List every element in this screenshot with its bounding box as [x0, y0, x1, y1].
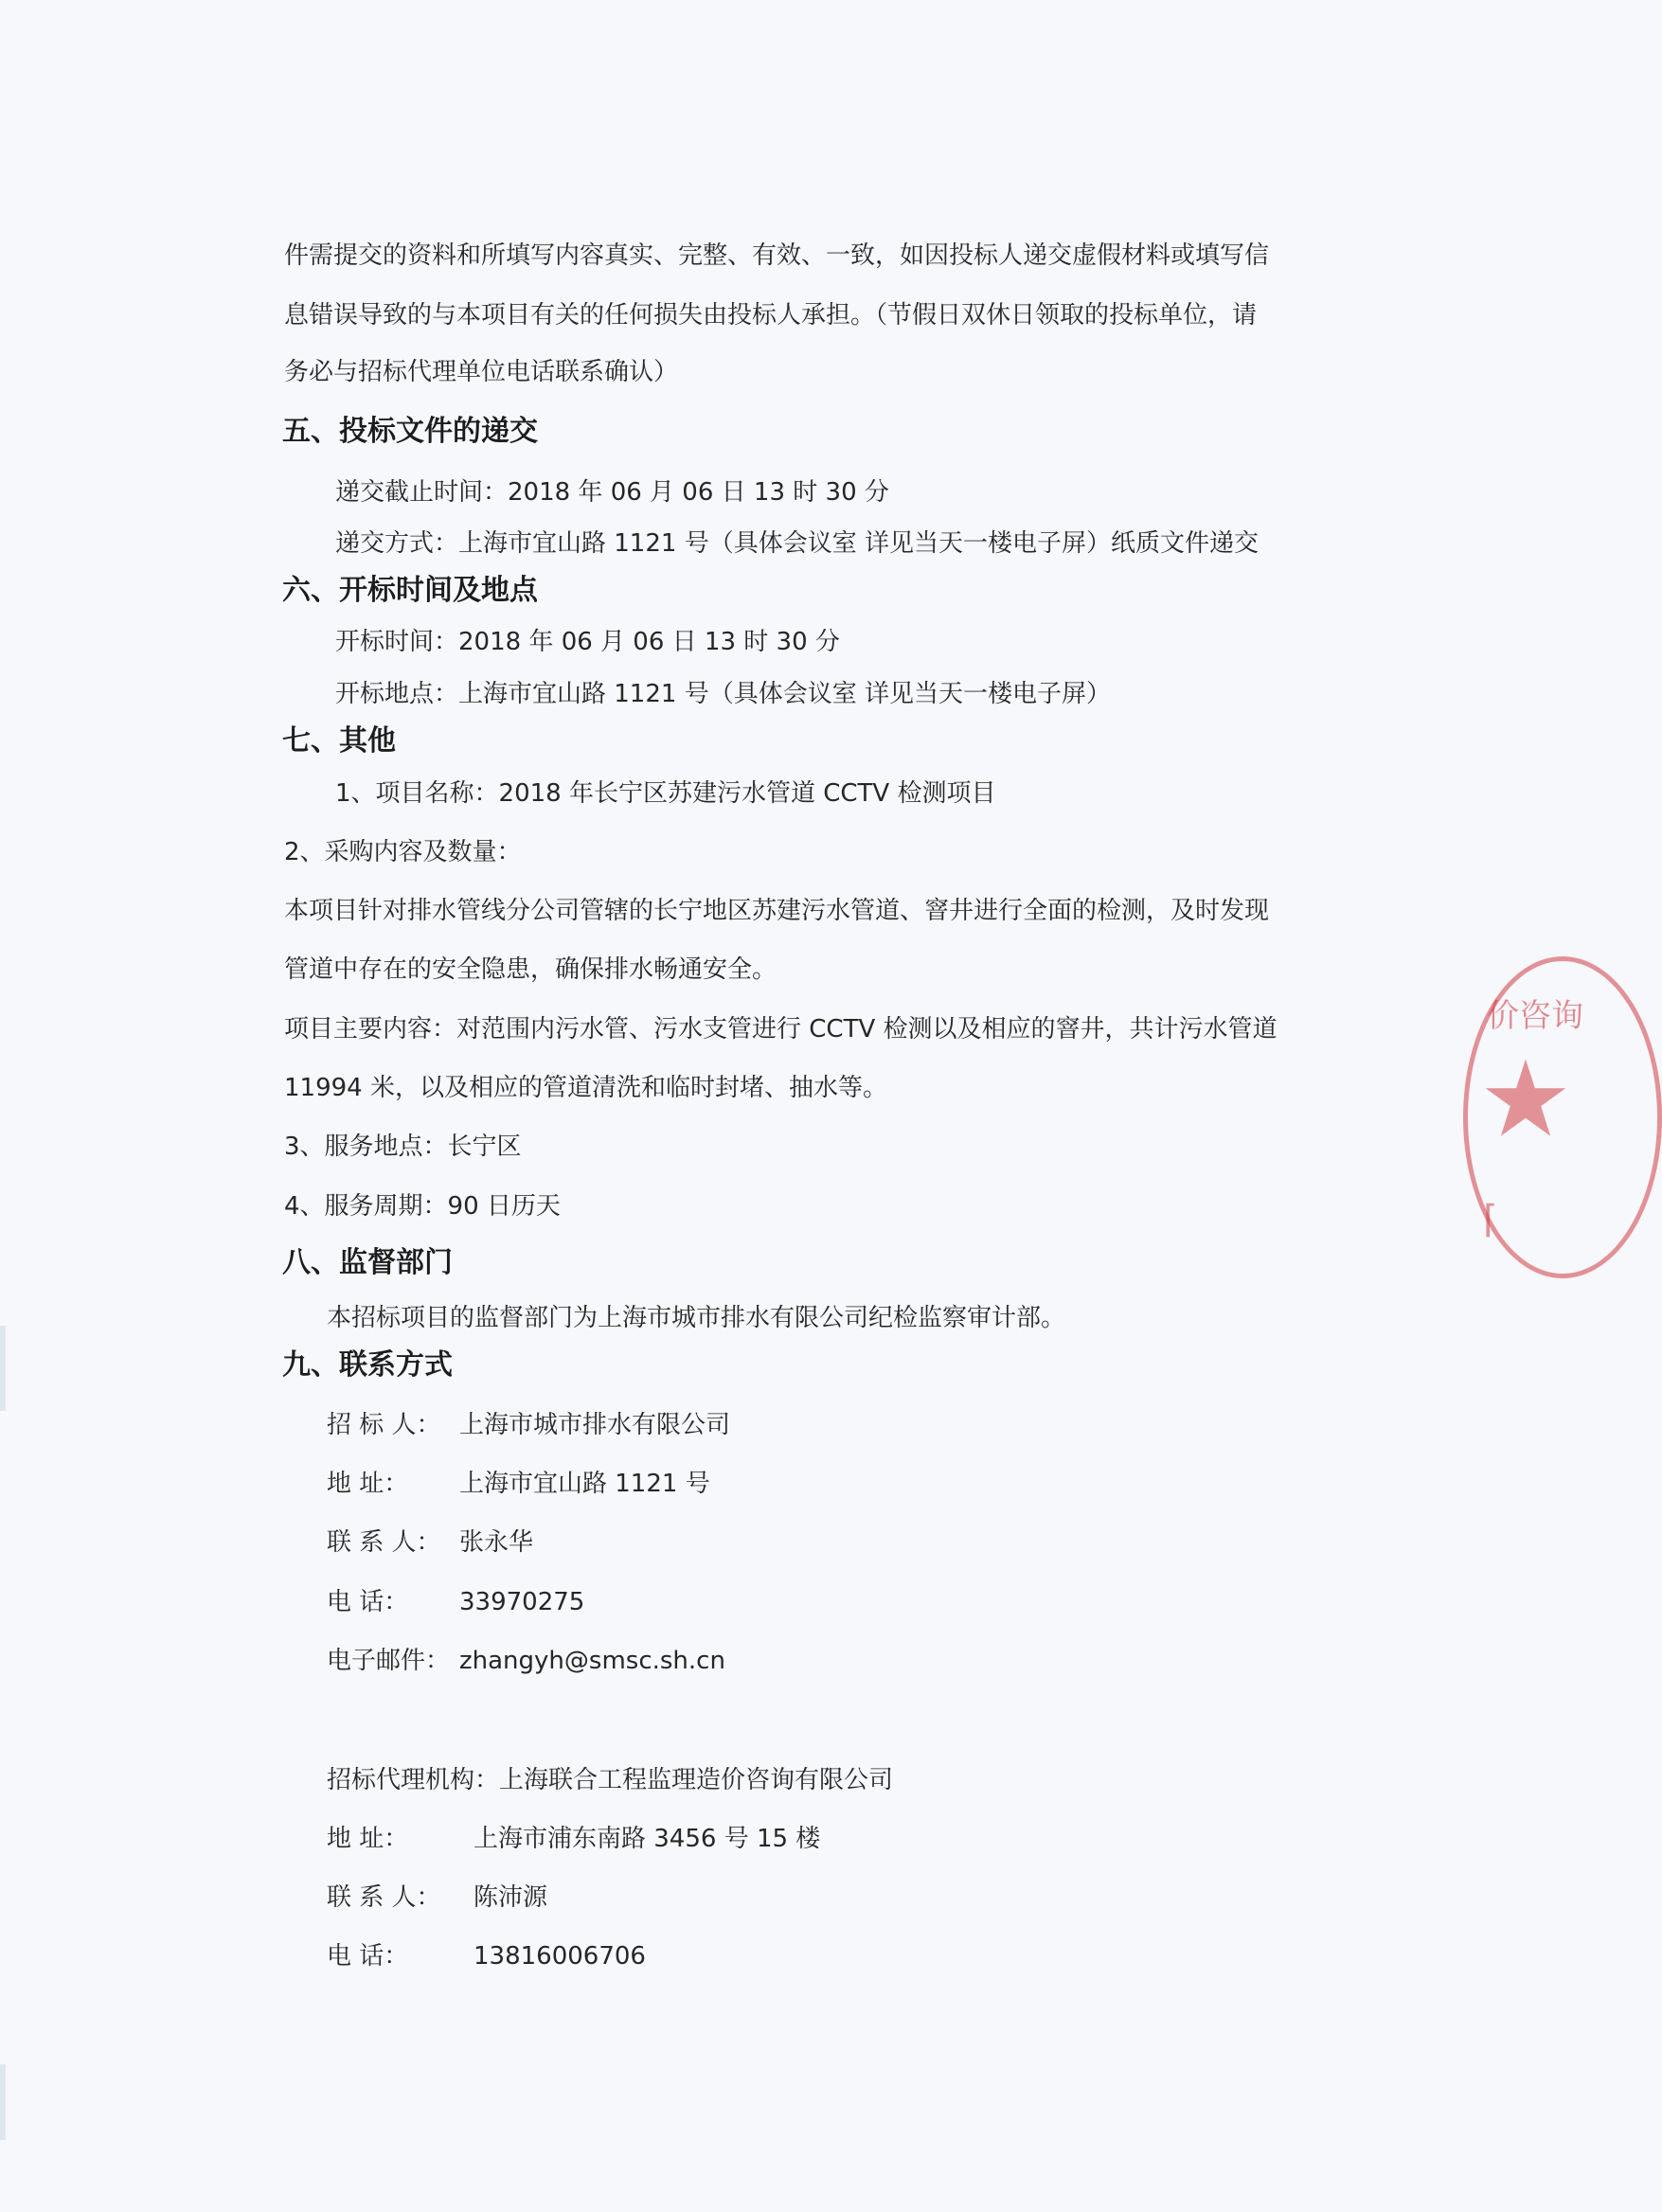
agency-address-row — [327, 1824, 820, 1854]
agency-phone-row — [327, 1941, 646, 1971]
opening-time: 开标时间：2018 年 06 月 06 日 13 时 30 分 — [335, 628, 840, 656]
agency-contact-label: 联 系 人： — [327, 1883, 441, 1912]
section-8-heading: 八、监督部门 — [282, 1246, 453, 1279]
section-7-heading: 七、其他 — [282, 724, 396, 758]
seal-text: 价咨询 — [1487, 997, 1583, 1035]
tenderer-contact-row — [327, 1527, 533, 1558]
section-6-heading: 六、开标时间及地点 — [282, 574, 538, 607]
tenderer-email-label: 电子邮件： — [327, 1647, 451, 1675]
procurement-para-1-line-2: 管道中存在的安全隐患，确保排水畅通安全。 — [284, 955, 777, 984]
tenderer-contact-label: 联 系 人： — [327, 1528, 441, 1557]
tenderer-row — [327, 1410, 730, 1440]
agency-contact-row — [327, 1882, 547, 1913]
intro-line-3: 务必与招标代理单位电话联系确认） — [284, 358, 679, 386]
supervision-text: 本招标项目的监督部门为上海市城市排水有限公司纪检监察审计部。 — [327, 1304, 1066, 1332]
tenderer-phone-label: 电 话： — [327, 1588, 409, 1616]
scan-edge-mark — [0, 1326, 6, 1411]
agency-row — [327, 1765, 893, 1795]
company-seal — [1463, 956, 1662, 1278]
tenderer-contact-value: 张永华 — [459, 1528, 534, 1557]
tenderer-address-row — [327, 1469, 710, 1499]
tenderer-address-value: 上海市宜山路 1121 号 — [459, 1470, 710, 1498]
procurement-content-label: 2、采购内容及数量： — [284, 838, 522, 866]
seal-star-icon — [1483, 1056, 1568, 1141]
agency-phone-label: 电 话： — [327, 1942, 409, 1971]
section-9-heading: 九、联系方式 — [282, 1348, 453, 1382]
procurement-para-1-line-1: 本项目针对排水管线分公司管辖的长宁地区苏建污水管道、窨井进行全面的检测，及时发现 — [284, 897, 1270, 925]
submission-deadline: 递交截止时间：2018 年 06 月 06 日 13 时 30 分 — [335, 478, 889, 507]
tenderer-phone-row — [327, 1587, 584, 1617]
tenderer-label: 招 标 人： — [327, 1411, 441, 1439]
service-location: 3、服务地点：长宁区 — [284, 1133, 522, 1161]
project-name: 1、项目名称：2018 年长宁区苏建污水管道 CCTV 检测项目 — [335, 779, 996, 808]
submission-method: 递交方式：上海市宜山路 1121 号（具体会议室 详见当天一楼电子屏）纸质文件递交 — [335, 529, 1259, 558]
agency-address-label: 地 址： — [327, 1825, 409, 1853]
intro-line-1: 件需提交的资料和所填写内容真实、完整、有效、一致，如因投标人递交虚假材料或填写信 — [284, 241, 1270, 270]
tenderer-value: 上海市城市排水有限公司 — [459, 1411, 731, 1439]
opening-place: 开标地点：上海市宜山路 1121 号（具体会议室 详见当天一楼电子屏） — [335, 680, 1111, 708]
seal-bracket-icon: ⌈ — [1483, 1198, 1498, 1241]
agency-value: 上海联合工程监理造价咨询有限公司 — [499, 1766, 894, 1794]
section-5-heading: 五、投标文件的递交 — [282, 415, 538, 448]
intro-line-2: 息错误导致的与本项目有关的任何损失由投标人承担。（节假日双休日领取的投标单位，请 — [284, 301, 1258, 330]
service-period: 4、服务周期：90 日历天 — [284, 1192, 561, 1221]
agency-phone-value: 13816006706 — [474, 1942, 646, 1971]
tenderer-phone-value: 33970275 — [459, 1588, 585, 1616]
agency-label: 招标代理机构： — [327, 1766, 500, 1794]
agency-contact-value: 陈沛源 — [474, 1883, 548, 1912]
procurement-para-2-line-2: 11994 米，以及相应的管道清洗和临时封堵、抽水等。 — [284, 1074, 887, 1102]
tenderer-email-value[interactable]: zhangyh@smsc.sh.cn — [459, 1647, 725, 1675]
tenderer-email-row — [327, 1646, 725, 1676]
agency-address-value: 上海市浦东南路 3456 号 15 楼 — [474, 1825, 821, 1853]
procurement-para-2-line-1: 项目主要内容：对范围内污水管、污水支管进行 CCTV 检测以及相应的窨井，共计污水管道 — [284, 1015, 1278, 1044]
scan-edge-mark — [0, 2064, 6, 2140]
tenderer-address-label: 地 址： — [327, 1470, 409, 1498]
